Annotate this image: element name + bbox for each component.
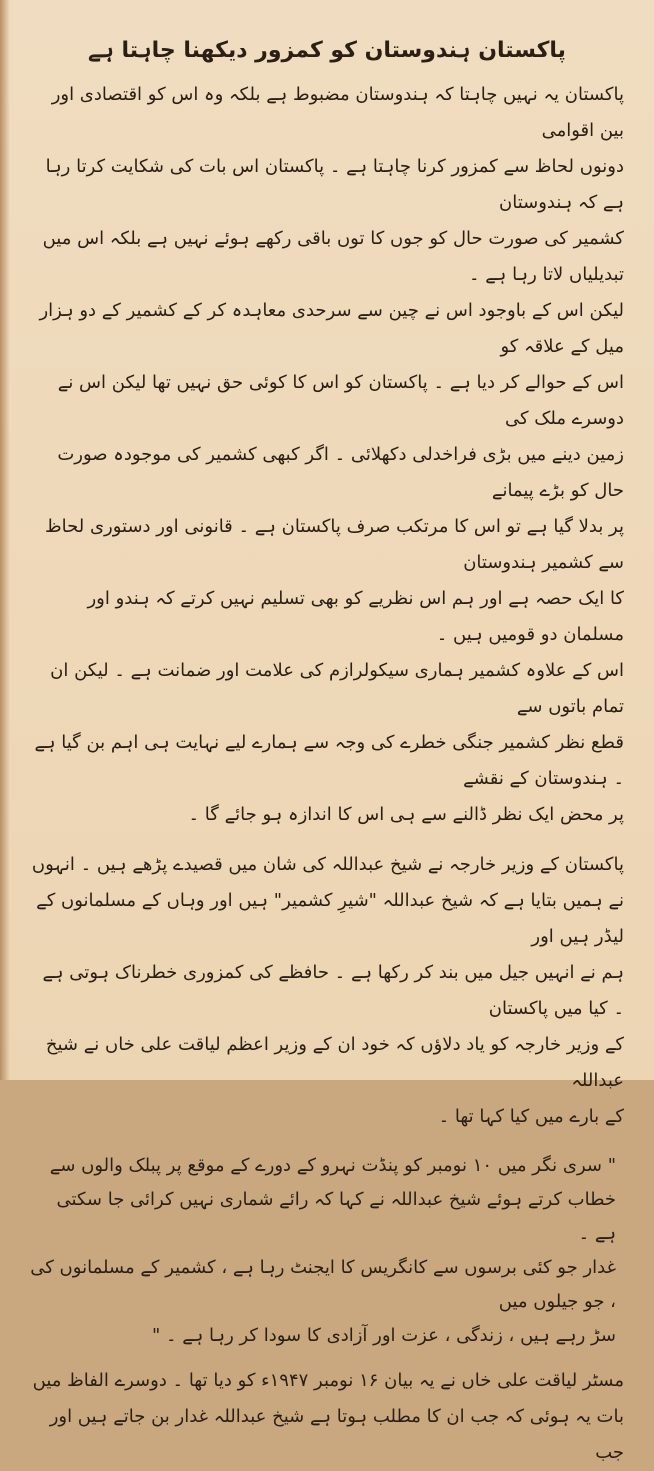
text-line: غدار جو کئی برسوں سے کانگریس کا ایجنٹ رہا ہے ، کشمیر کے مسلمانوں کی ، جو جیلوں میں [30,1257,616,1312]
text-line: اس کے علاوہ کشمیر ہماری سیکولرازم کی علامت اور ضمانت ہے ۔ لیکن ان تمام باتوں سے [50,660,624,717]
text-line: کا ایک حصہ ہے اور ہم اس نظریے کو بھی تسلیم نہیں کرتے کہ ہندو اور مسلمان دو قومیں ہیں ۔ [87,588,624,645]
text-line: ہم نے انہیں جیل میں بند کر رکھا ہے ۔ حافظے کی کمزوری خطرناک ہوتی ہے ۔ کیا میں پاکستان [42,962,624,1019]
text-line: خطاب کرتے ہوئے شیخ عبداللہ نے کہا کہ رائے شماری نہیں کرائی جا سکتی ہے ۔ [56,1189,616,1244]
text-line: سڑ رہے ہیں ، زندگی ، عزت اور آزادی کا سودا کر رہا ہے ۔ " [151,1325,616,1346]
text-line: نے ہمیں بتایا ہے کہ شیخ عبداللہ "شیرِ کشمیر" ہیں اور وہاں کے مسلمانوں کے لیڈر ہیں اور [36,890,624,947]
text-line: اس کے حوالے کر دیا ہے ۔ پاکستان کو اس کا کوئی حق نہیں تھا لیکن اس نے دوسرے ملک کی [57,372,624,429]
document-body [30,38,624,1471]
quoted-statement [30,1149,624,1353]
paragraph-2 [30,847,624,1135]
text-line: پاکستان کے وزیر خارجہ نے شیخ عبداللہ کی شان میں قصیدے پڑھے ہیں ۔ انہوں [31,854,624,875]
text-line: مسٹر لیاقت علی خاں نے یہ بیان ۱۶ نومبر ۱۹۴۷ء کو دیا تھا ۔ دوسرے الفاظ میں [32,1370,624,1391]
text-line: بات یہ ہوئی کہ جب ان کا مطلب ہوتا ہے شیخ عبداللہ غدار بن جاتے ہیں اور جب [49,1406,624,1463]
text-line: " سری نگر میں ۱۰ نومبر کو پنڈت نہرو کے دورے کے موقع پر پبلک والوں سے [49,1155,616,1176]
text-line: کشمیر کی صورت حال کو جوں کا توں باقی رکھے ہوئے نہیں ہے بلکہ اس میں تبدیلیاں لاتا رہا ہے ۔ [42,228,624,285]
paragraph-1 [30,77,624,833]
text-line: دونوں لحاظ سے کمزور کرنا چاہتا ہے ۔ پاکستان اس بات کی شکایت کرتا رہا ہے کہ ہندوستان [45,156,624,213]
paragraph-3 [30,1363,624,1471]
text-line: زمین دینے میں بڑی فراخدلی دکھلائی ۔ اگر کبھی کشمیر کی موجودہ صورت حال کو بڑے پیمانے [57,444,624,501]
text-line: کے وزیر خارجہ کو یاد دلاؤں کہ خود ان کے وزیر اعظم لیاقت علی خاں نے شیخ عبداللہ [45,1034,624,1091]
text-line: پاکستان یہ نہیں چاہتا کہ ہندوستان مضبوط ہے بلکہ وہ اس کو اقتصادی اور بین اقوامی [51,84,624,141]
text-line: قطع نظر کشمیر جنگی خطرے کی وجہ سے ہمارے لیے نہایت ہی اہم بن گیا ہے ۔ ہندوستان کے نقشے [34,732,624,789]
text-line: پر محض ایک نظر ڈالنے سے ہی اس کا اندازہ ہو جائے گا ۔ [188,804,624,825]
page-title: پاکستان ہندوستان کو کمزور دیکھنا چاہتا ہے [88,38,566,63]
text-line: کے بارے میں کیا کہا تھا ۔ [438,1106,624,1127]
text-line: پر بدلا گیا ہے تو اس کا مرتکب صرف پاکستان ہے ۔ قانونی اور دستوری لحاظ سے کشمیر ہندوستان [44,516,624,573]
text-line: لیکن اس کے باوجود اس نے چین سے سرحدی معاہدہ کر کے کشمیر کے دو ہزار میل کے علاقہ کو [39,300,624,357]
